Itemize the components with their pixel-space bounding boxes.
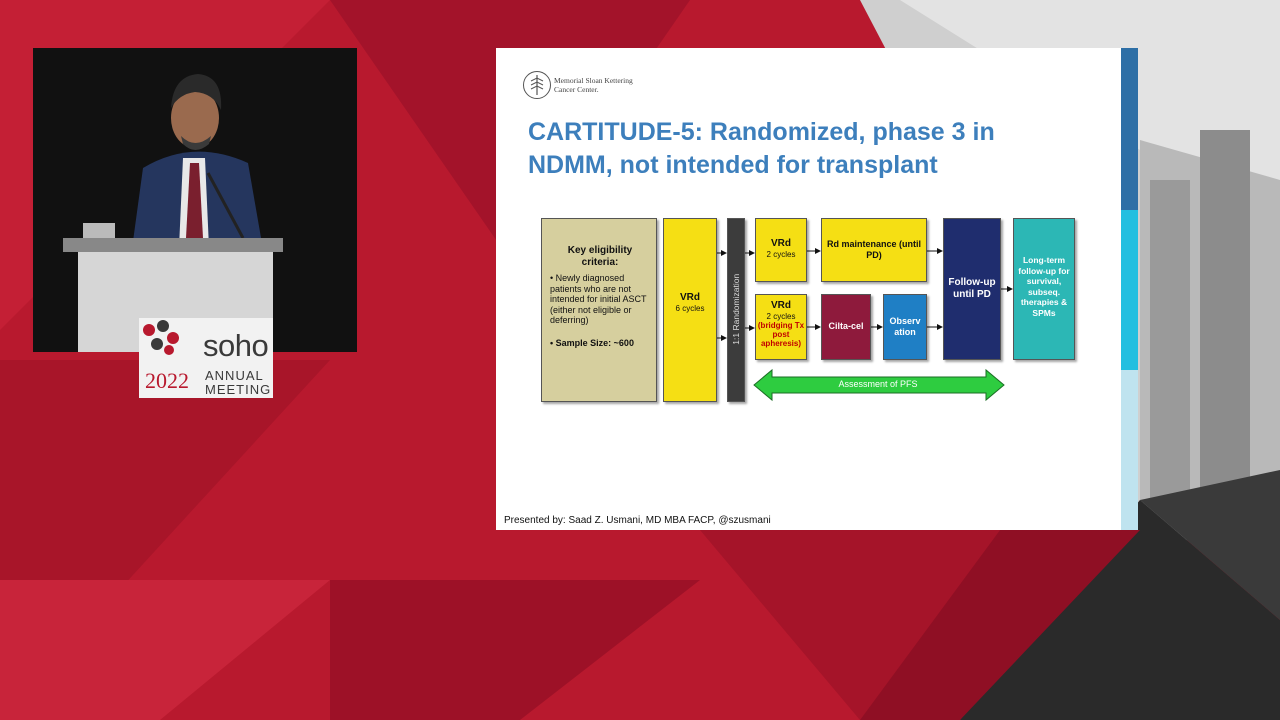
soho-logo-year: 2022 [145, 368, 189, 393]
pfs-label: Assessment of PFS [838, 379, 918, 389]
vrd6-cycles: 6 cycles [675, 303, 705, 313]
institution-line1: Memorial Sloan Kettering [554, 76, 633, 85]
randomization-label: 1:1 Randomization [730, 273, 741, 345]
observation-label: Observ ation [889, 316, 921, 337]
speaker-figure [33, 48, 357, 352]
speaker-video [33, 48, 357, 397]
observation-box [883, 294, 927, 360]
soho-logo [139, 318, 273, 398]
vrd2a-cycles: 2 cycles [766, 249, 796, 259]
cilta-label: Cilta-cel [828, 321, 864, 331]
eligibility-title: Key eligibility criteria: [567, 245, 633, 268]
soho-logo-line1: ANNUAL [205, 368, 264, 383]
soho-logo-mark-icon [139, 318, 183, 356]
vrd-2-cycles-box [755, 218, 807, 282]
presenter-credit: Presented by: Saad Z. Usmani, MD MBA FACP, @szusmani [504, 515, 771, 526]
eligibility-bullet: • Newly diagnosed patients who are not intended for initial ASCT (either not eligible or deferring) [550, 273, 647, 325]
soho-logo-line2: MEETING [205, 382, 272, 397]
presentation-slide [496, 48, 1138, 530]
maintenance-label: Rd maintenance (until PD) [826, 239, 921, 260]
vrd2b-title: VRd [771, 300, 791, 311]
vrd2b-cycles: 2 cycles [766, 311, 796, 321]
follow-up-box [943, 218, 1001, 360]
long-term-follow-up-box [1013, 218, 1075, 360]
sample-size: • Sample Size: ~600 [550, 337, 634, 348]
vrd-bridging-box [755, 294, 807, 360]
vrd2a-title: VRd [771, 238, 791, 249]
slide-title-line1: CARTITUDE-5: Randomized, phase 3 in [528, 118, 995, 146]
rd-maintenance-box [821, 218, 927, 282]
soho-logo-name: soho [203, 328, 269, 363]
slide-title-line2: NDMM, not intended for transplant [528, 151, 938, 179]
institution-line2: Cancer Center. [554, 85, 599, 94]
vrd6-title: VRd [680, 292, 700, 303]
eligibility-box [541, 218, 657, 402]
vrd-6-cycles-box [663, 218, 717, 402]
longterm-label: Long-term follow-up for survival, subseq. therapies & SPMs [1018, 255, 1070, 318]
cilta-cel-box [821, 294, 871, 360]
randomization-bar [727, 218, 745, 402]
vrd2b-note: (bridging Tx post apheresis) [757, 320, 805, 348]
followup-label: Follow-up until PD [948, 277, 996, 300]
